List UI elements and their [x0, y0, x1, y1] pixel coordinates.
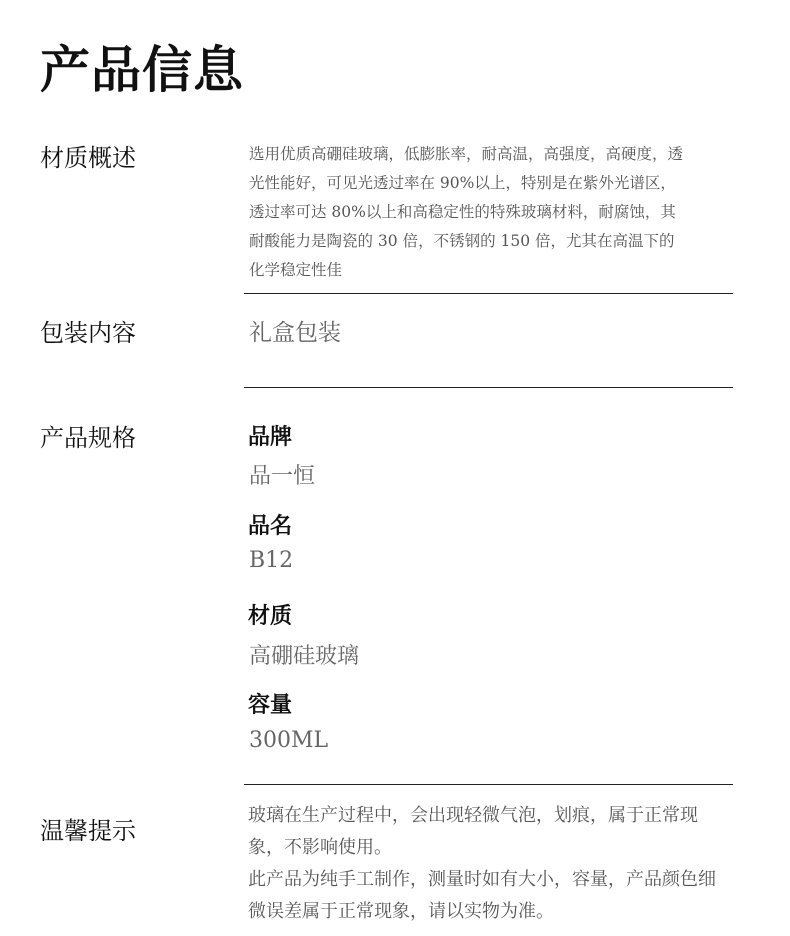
overview-text: 选用优质高硼硅玻璃，低膨胀率，耐高温，高强度，高硬度，透光性能好，可见光透过率在 90%以上，特别是在紫外光谱区，透过率可达 80%以上和高稳定性的特殊玻璃材料，耐腐蚀，其耐酸能力是陶瓷的 30 倍，不锈钢的 150 倍，尤其在高温下的化学稳定性佳: [249, 145, 684, 279]
overview-label: 材质概述: [40, 144, 136, 172]
tips-text: [248, 800, 718, 928]
tips-label: 温馨提示: [40, 817, 136, 845]
divider: [244, 387, 733, 388]
spec-key-brand: 品牌: [248, 424, 293, 450]
page-title: 产品信息: [40, 40, 244, 99]
spec-key-name: 品名: [248, 513, 293, 539]
spec-key-material: 材质: [248, 603, 293, 629]
spec-value-name: B12: [249, 548, 294, 573]
divider: [244, 784, 733, 785]
spec-key-capacity: 容量: [248, 692, 293, 718]
tips-line: 此产品为纯手工制作，测量时如有大小，容量，产品颜色细微误差属于正常现象，请以实物为准。: [248, 869, 716, 922]
tips-line: 玻璃在生产过程中，会出现轻微气泡，划痕，属于正常现象，不影响使用。: [248, 805, 698, 858]
divider: [244, 293, 733, 294]
package-label: 包装内容: [40, 319, 136, 347]
spec-value-capacity: 300ML: [249, 728, 329, 753]
spec-label: 产品规格: [40, 424, 136, 452]
spec-value-brand: 品一恒: [249, 464, 316, 489]
package-text: 礼盒包装: [249, 320, 341, 346]
spec-value-material: 高硼硅玻璃: [249, 644, 360, 669]
